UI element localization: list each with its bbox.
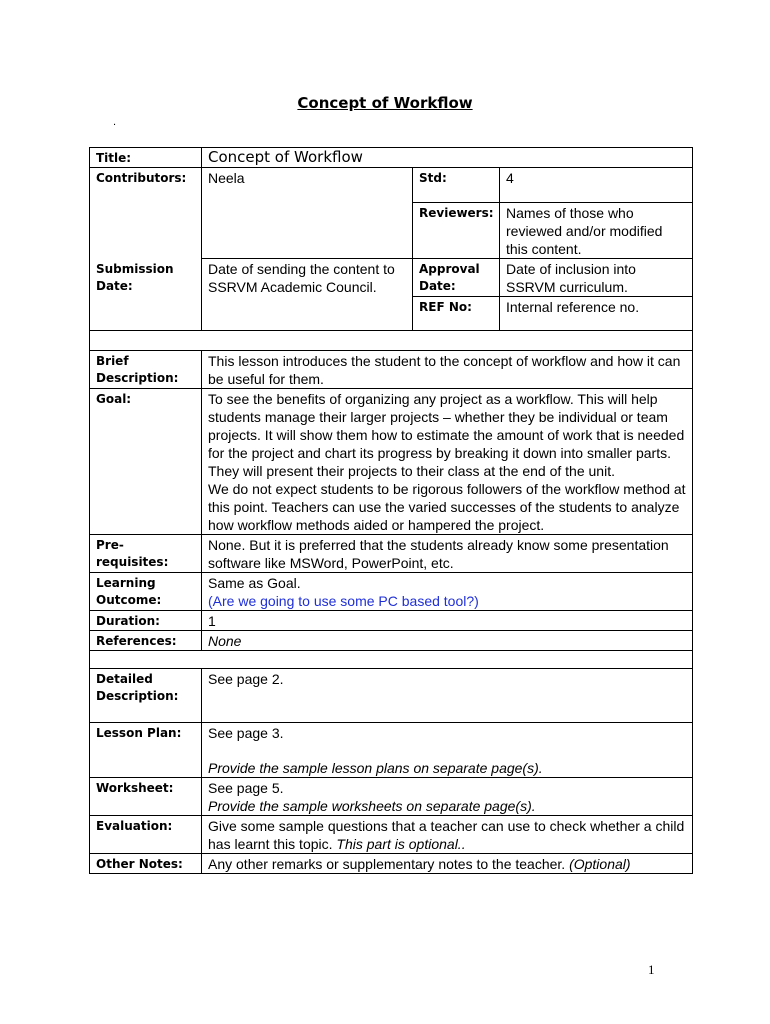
stray-mark: . bbox=[113, 116, 117, 128]
value-lesson-plan bbox=[202, 723, 693, 778]
label-contributors: Contributors: bbox=[90, 168, 202, 259]
separator-row-2 bbox=[90, 651, 693, 669]
value-submission-date: Date of sending the content to SSRVM Academic Council. bbox=[202, 259, 413, 331]
label-evaluation: Evaluation: bbox=[90, 816, 202, 854]
label-title: Title: bbox=[90, 148, 202, 168]
value-prerequisites: None. But it is preferred that the students already know some presentation software like MSWord, PowerPoint, etc. bbox=[202, 535, 693, 573]
label-ref-no: REF No: bbox=[413, 297, 500, 331]
label-goal: Goal: bbox=[90, 389, 202, 535]
row-duration bbox=[90, 611, 693, 631]
label-other-notes: Other Notes: bbox=[90, 854, 202, 874]
row-contributors bbox=[90, 168, 693, 203]
value-duration: 1 bbox=[202, 611, 693, 631]
worksheet-text: See page 5. bbox=[208, 780, 284, 796]
worksheet-note: Provide the sample worksheets on separate page(s). bbox=[208, 798, 536, 814]
row-learning-outcome bbox=[90, 573, 693, 611]
title-text: Concept of Workflow bbox=[208, 148, 363, 166]
row-brief-description bbox=[90, 351, 693, 389]
label-references: References: bbox=[90, 631, 202, 651]
label-submission-date: Submission Date: bbox=[90, 259, 202, 331]
label-learning-outcome: Learning Outcome: bbox=[90, 573, 202, 611]
value-contributors: Neela bbox=[202, 168, 413, 259]
evaluation-text: Give some sample questions that a teacher can use to check whether a child has learnt this topic. bbox=[208, 818, 685, 852]
value-approval-date: Date of inclusion into SSRVM curriculum. bbox=[500, 259, 693, 297]
separator-cell-2 bbox=[90, 651, 693, 669]
value-goal bbox=[202, 389, 693, 535]
goal-paragraph-1: To see the benefits of organizing any project as a workflow. This will help students manage their larger projects – whether they be individual or team projects. It will show them how to estimate the amount of work that is needed for the project and chart its progress by breaking it down into smaller parts. They will present their projects to their class at the end of the unit. bbox=[208, 391, 685, 479]
row-submission bbox=[90, 259, 693, 297]
row-other-notes bbox=[90, 854, 693, 874]
label-lesson-plan: Lesson Plan: bbox=[90, 723, 202, 778]
label-approval-date: Approval Date: bbox=[413, 259, 500, 297]
row-evaluation bbox=[90, 816, 693, 854]
label-duration: Duration: bbox=[90, 611, 202, 631]
value-learning-outcome bbox=[202, 573, 693, 611]
value-std: 4 bbox=[500, 168, 693, 203]
row-title bbox=[90, 148, 693, 168]
lesson-form-table bbox=[89, 147, 693, 874]
row-goal bbox=[90, 389, 693, 535]
value-title bbox=[202, 148, 693, 168]
value-ref-no: Internal reference no. bbox=[500, 297, 693, 331]
value-evaluation bbox=[202, 816, 693, 854]
page-number: 1 bbox=[648, 962, 655, 977]
label-prerequisites: Pre-requisites: bbox=[90, 535, 202, 573]
label-brief-description: Brief Description: bbox=[90, 351, 202, 389]
learning-outcome-text: Same as Goal. bbox=[208, 575, 301, 591]
row-detailed-description bbox=[90, 669, 693, 723]
row-worksheet bbox=[90, 778, 693, 816]
evaluation-note: This part is optional.. bbox=[336, 836, 466, 852]
separator-row bbox=[90, 331, 693, 351]
row-references bbox=[90, 631, 693, 651]
label-std: Std: bbox=[413, 168, 500, 203]
learning-outcome-note: (Are we going to use some PC based tool?) bbox=[208, 593, 479, 609]
goal-paragraph-2: We do not expect students to be rigorous followers of the workflow method at this point. Teachers can use the varied successes of the students to analyze how workflow methods aided or hampered the project. bbox=[208, 481, 686, 533]
value-references: None bbox=[202, 631, 693, 651]
label-worksheet: Worksheet: bbox=[90, 778, 202, 816]
other-notes-text: Any other remarks or supplementary notes to the teacher. bbox=[208, 856, 566, 872]
other-notes-note: (Optional) bbox=[569, 856, 631, 872]
value-worksheet bbox=[202, 778, 693, 816]
row-prerequisites bbox=[90, 535, 693, 573]
document-title: Concept of Workflow bbox=[297, 94, 473, 112]
label-reviewers: Reviewers: bbox=[413, 203, 500, 259]
lesson-plan-note: Provide the sample lesson plans on separate page(s). bbox=[208, 760, 543, 776]
lesson-plan-text: See page 3. bbox=[208, 725, 284, 741]
value-detailed-description: See page 2. bbox=[202, 669, 693, 723]
label-detailed-description: Detailed Description: bbox=[90, 669, 202, 723]
row-lesson-plan bbox=[90, 723, 693, 778]
value-reviewers: Names of those who reviewed and/or modified this content. bbox=[500, 203, 693, 259]
value-other-notes bbox=[202, 854, 693, 874]
separator-cell bbox=[90, 331, 693, 351]
value-brief-description: This lesson introduces the student to the concept of workflow and how it can be useful for them. bbox=[202, 351, 693, 389]
